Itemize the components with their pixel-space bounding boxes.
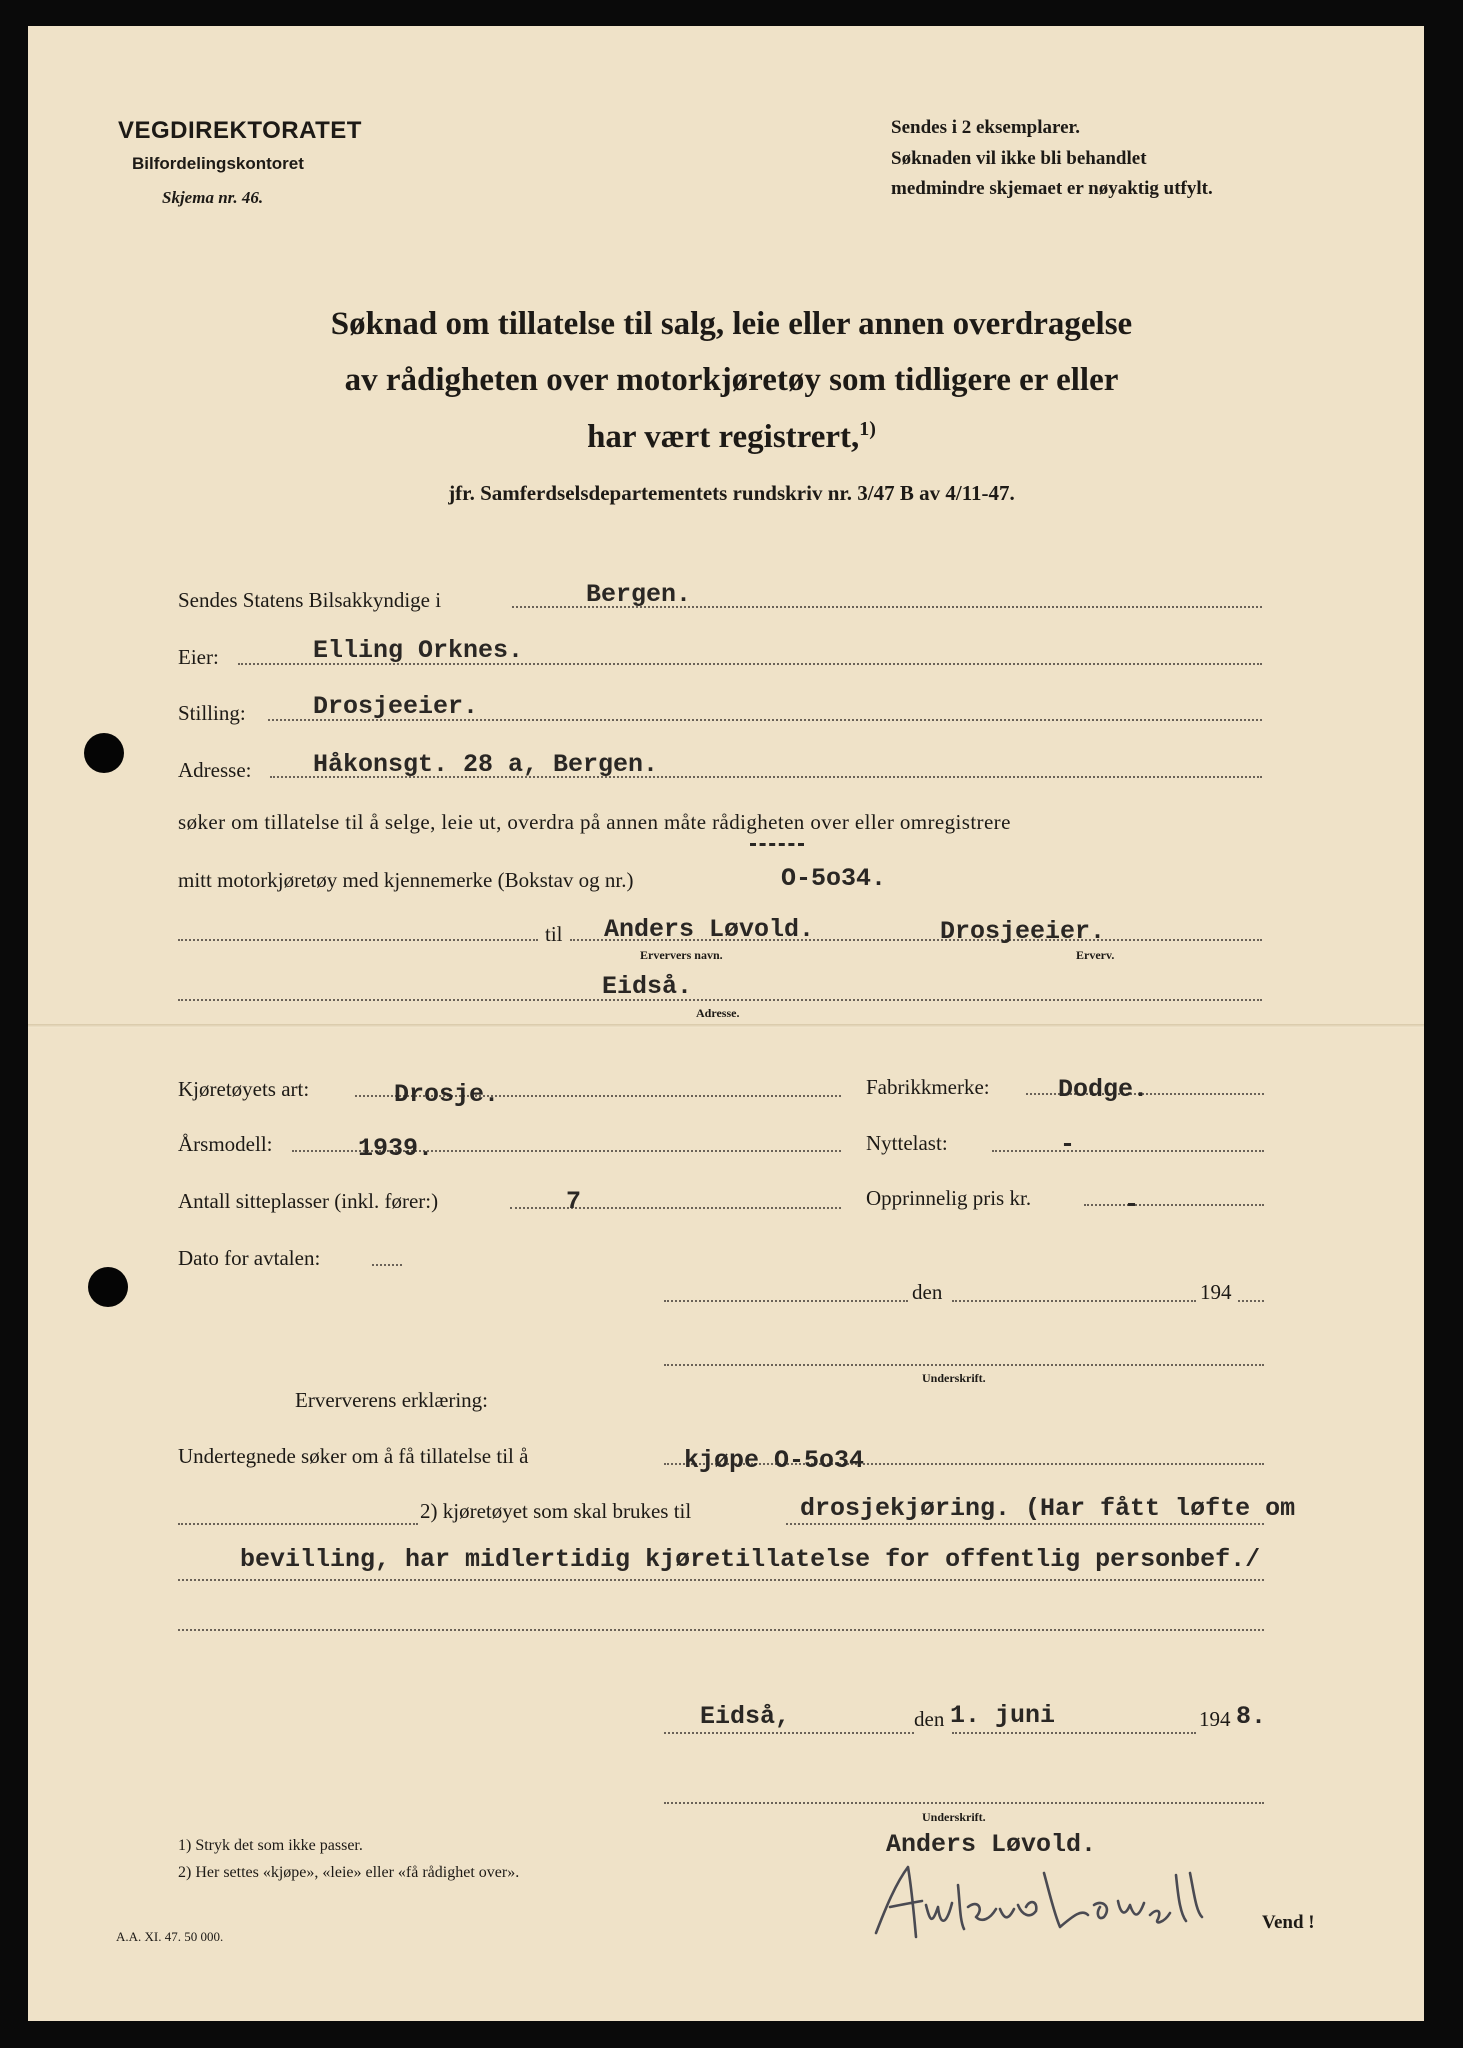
vend-label: Vend ! [1262, 1912, 1315, 1933]
circular-reference: jfr. Samferdselsdepartementets rundskriv nr. 3/47 B av 4/11-47. [448, 481, 1015, 505]
dato-field-line [372, 1262, 402, 1266]
underskrift-caption-2: Underskrift. [922, 1810, 986, 1824]
declaration-year-suffix: 8. [1236, 1702, 1267, 1731]
org-name: VEGDIREKTORATET [118, 117, 362, 144]
punch-hole [84, 733, 124, 773]
date-field-line-2 [952, 1730, 1196, 1734]
declaration-heading: Erververens erklæring: [295, 1388, 489, 1412]
declaration-line-1-value: kjøpe O-5o34 [684, 1446, 865, 1475]
signer-typed-name: Anders Løvold. [886, 1830, 1097, 1859]
declaration-line-3-value: bevilling, har midlertidig kjøretillatelse for offentlig personbef./ [240, 1545, 1261, 1574]
kjoretoy-art-label: Kjøretøyets art: [178, 1077, 310, 1101]
declaration-line-2-text: 2) kjøretøyet som skal brukes til [420, 1499, 692, 1523]
punch-hole [88, 1267, 128, 1307]
document-title-line-1: Søknad om tillatelse til salg, leie eller annen overdragelse [330, 306, 1133, 342]
signature-line-2 [664, 1800, 1264, 1804]
declaration-line-4-field [178, 1627, 1264, 1631]
nyttelast-value: - [1060, 1130, 1076, 1159]
place-field-line [664, 1298, 908, 1302]
declaration-line-2-leading [178, 1521, 418, 1525]
request-text: søker om tillatelse til å selge, leie ut, overdra på annen måte rådigheten over eller omregistrere [178, 810, 1011, 834]
sitteplasser-value: 7 [566, 1187, 582, 1216]
declaration-year-prefix: 194 [1199, 1707, 1231, 1731]
erverver-navn-caption: Erververs navn. [640, 948, 723, 962]
year-field-line [1238, 1298, 1264, 1302]
til-leading-line [178, 937, 538, 941]
footnote-1: 1) Stryk det som ikke passer. [178, 1837, 363, 1854]
kjoretoy-art-value: Drosje. [394, 1080, 500, 1109]
paper-fold [28, 1024, 1424, 1028]
declaration-den-label: den [914, 1707, 945, 1731]
adresse-label: Adresse: [178, 758, 252, 782]
signature-line-1 [664, 1362, 1264, 1366]
declaration-line-3-field [178, 1577, 1264, 1581]
header-note-1: Sendes i 2 eksemplarer. [891, 117, 1080, 138]
erverv-caption: Erverv. [1076, 948, 1115, 962]
dept-name: Bilfordelingskontoret [132, 154, 304, 173]
handwritten-signature [868, 1855, 1208, 1945]
document-title-line-3 [0, 418, 1463, 456]
erverv-value: Drosjeeier. [940, 917, 1106, 946]
declaration-line-2-value: drosjekjøring. (Har fått løfte om [800, 1494, 1296, 1523]
stilling-value: Drosjeeier. [313, 692, 479, 721]
declaration-line-1-text: Undertegnede søker om å få tillatelse til å [178, 1444, 529, 1468]
print-code: A.A. XI. 47. 50 000. [116, 1929, 224, 1944]
fabrikkmerke-label: Fabrikkmerke: [866, 1075, 990, 1099]
til-label: til [545, 922, 563, 946]
eier-value: Elling Orknes. [313, 636, 524, 665]
arsmodell-value: 1939. [358, 1134, 434, 1163]
dato-avtalen-label: Dato for avtalen: [178, 1246, 321, 1270]
title-line-3-text: har vært registrert, [587, 419, 860, 455]
sitteplasser-label: Antall sitteplasser (inkl. fører:) [178, 1189, 439, 1213]
nyttelast-field-line [992, 1148, 1264, 1152]
underskrift-caption-1: Underskrift. [922, 1371, 986, 1385]
den-label: den [912, 1280, 943, 1304]
erverver-adresse-caption: Adresse. [696, 1006, 740, 1020]
form-number: Skjema nr. 46. [162, 188, 264, 207]
declaration-place-value: Eidså, [700, 1702, 791, 1731]
pris-label: Opprinnelig pris kr. [866, 1186, 1032, 1210]
header-note-2: Søknaden vil ikke bli behandlet [891, 148, 1147, 169]
pris-value: - [1124, 1190, 1140, 1219]
sendes-label: Sendes Statens Bilsakkyndige i [178, 588, 442, 612]
erverver-adresse-line [178, 997, 1262, 1001]
sitteplasser-field-line [510, 1205, 841, 1209]
date-field-line [952, 1298, 1196, 1302]
footnote-2: 2) Her settes «kjøpe», «leie» eller «få rådighet over». [178, 1864, 520, 1881]
arsmodell-label: Årsmodell: [178, 1132, 273, 1156]
erverver-adresse-value: Eidså. [602, 972, 693, 1001]
kjennemerke-label: mitt motorkjøretøy med kjennemerke (Bokstav og nr.) [178, 868, 634, 892]
fabrikkmerke-value: Dodge. [1058, 1075, 1149, 1104]
title-footnote-ref: 1) [859, 418, 876, 440]
adresse-value: Håkonsgt. 28 a, Bergen. [313, 750, 659, 779]
document-title-line-2: av rådigheten over motorkjøretøy som tidligere er eller [344, 362, 1119, 398]
sendes-value: Bergen. [586, 580, 692, 609]
strike-mark [750, 843, 804, 846]
header-note-3: medmindre skjemaet er nøyaktig utfylt. [891, 178, 1213, 199]
stilling-label: Stilling: [178, 701, 246, 725]
declaration-date-value: 1. juni [950, 1701, 1056, 1730]
year-label: 194 [1200, 1280, 1232, 1304]
pris-field-line [1084, 1202, 1264, 1206]
eier-label: Eier: [178, 645, 219, 669]
nyttelast-label: Nyttelast: [866, 1131, 948, 1155]
erverver-navn-value: Anders Løvold. [604, 915, 815, 944]
kjennemerke-value: O-5o34. [781, 864, 887, 893]
